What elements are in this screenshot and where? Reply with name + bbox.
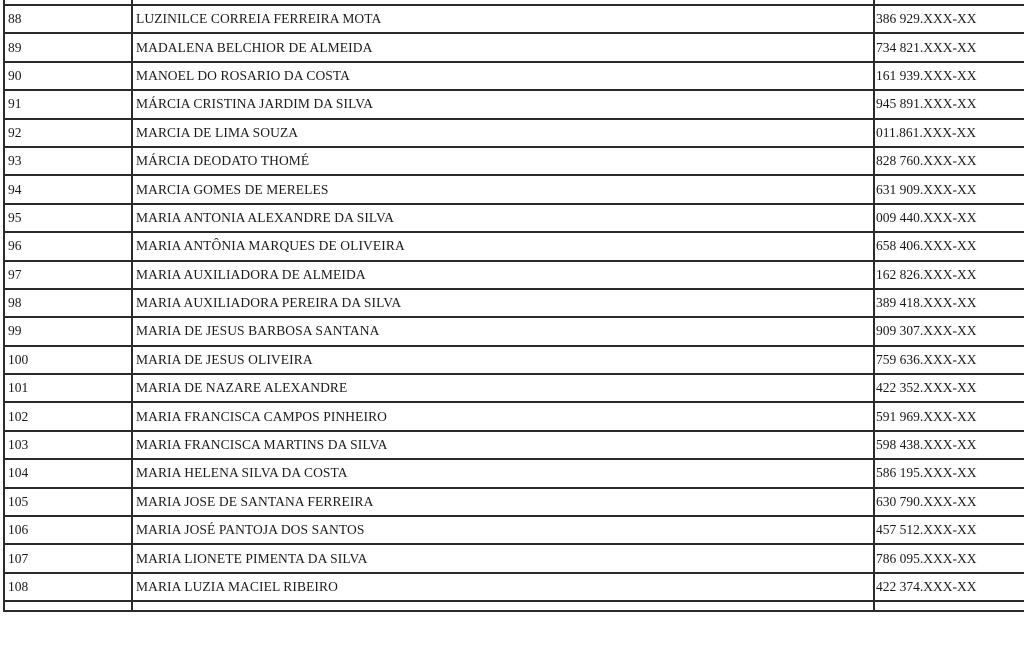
document-number-cell: 631 909.XXX-XX xyxy=(874,175,1024,203)
document-number-cell: 389 418.XXX-XX xyxy=(874,289,1024,317)
table-cell xyxy=(4,601,132,611)
document-number-cell: 161 939.XXX-XX xyxy=(874,62,1024,90)
document-number-cell: 828 760.XXX-XX xyxy=(874,147,1024,175)
person-name-cell: MARIA LIONETE PIMENTA DA SILVA xyxy=(132,544,874,572)
table-row xyxy=(4,261,1024,289)
table-row xyxy=(4,346,1024,374)
row-number-cell: 99 xyxy=(4,317,132,345)
document-number-cell: 945 891.XXX-XX xyxy=(874,90,1024,118)
row-number-cell: 100 xyxy=(4,346,132,374)
document-number-cell: 759 636.XXX-XX xyxy=(874,346,1024,374)
person-name-cell: MARIA FRANCISCA CAMPOS PINHEIRO xyxy=(132,402,874,430)
document-number-cell: 630 790.XXX-XX xyxy=(874,488,1024,516)
person-name-cell: MARCIA GOMES DE MERELES xyxy=(132,175,874,203)
table-row xyxy=(4,62,1024,90)
table-row xyxy=(4,289,1024,317)
document-number-cell: 786 095.XXX-XX xyxy=(874,544,1024,572)
table-row xyxy=(4,90,1024,118)
row-number-cell: 104 xyxy=(4,459,132,487)
person-name-cell: MÁRCIA DEODATO THOMÉ xyxy=(132,147,874,175)
table-row xyxy=(4,232,1024,260)
table-row xyxy=(4,516,1024,544)
document-number-cell: 734 821.XXX-XX xyxy=(874,33,1024,61)
document-number-cell: 386 929.XXX-XX xyxy=(874,5,1024,33)
row-number-cell: 108 xyxy=(4,573,132,601)
document-number-cell: 598 438.XXX-XX xyxy=(874,431,1024,459)
row-number-cell: 91 xyxy=(4,90,132,118)
row-number-cell: 102 xyxy=(4,402,132,430)
row-number-cell: 106 xyxy=(4,516,132,544)
row-number-cell: 93 xyxy=(4,147,132,175)
person-name-cell: MARIA DE JESUS BARBOSA SANTANA xyxy=(132,317,874,345)
person-name-cell: MARIA AUXILIADORA PEREIRA DA SILVA xyxy=(132,289,874,317)
row-number-cell: 98 xyxy=(4,289,132,317)
table-row xyxy=(4,488,1024,516)
row-number-cell: 89 xyxy=(4,33,132,61)
document-number-cell: 909 307.XXX-XX xyxy=(874,317,1024,345)
document-number-cell: 011.861.XXX-XX xyxy=(874,119,1024,147)
table-cell xyxy=(874,601,1024,611)
row-number-cell: 95 xyxy=(4,204,132,232)
table-row xyxy=(4,544,1024,572)
row-number-cell: 92 xyxy=(4,119,132,147)
table-row xyxy=(4,119,1024,147)
roster-table xyxy=(3,0,1024,612)
table-row xyxy=(4,147,1024,175)
person-name-cell: MARIA ANTONIA ALEXANDRE DA SILVA xyxy=(132,204,874,232)
person-name-cell: MARIA JOSÉ PANTOJA DOS SANTOS xyxy=(132,516,874,544)
table-row xyxy=(4,33,1024,61)
document-number-cell: 009 440.XXX-XX xyxy=(874,204,1024,232)
row-number-cell: 94 xyxy=(4,175,132,203)
table-row xyxy=(4,573,1024,601)
row-number-cell: 107 xyxy=(4,544,132,572)
person-name-cell: MANOEL DO ROSARIO DA COSTA xyxy=(132,62,874,90)
table-row xyxy=(4,459,1024,487)
row-number-cell: 103 xyxy=(4,431,132,459)
person-name-cell: MARIA DE NAZARE ALEXANDRE xyxy=(132,374,874,402)
row-number-cell: 90 xyxy=(4,62,132,90)
person-name-cell: MARCIA DE LIMA SOUZA xyxy=(132,119,874,147)
person-name-cell: MÁRCIA CRISTINA JARDIM DA SILVA xyxy=(132,90,874,118)
table-row xyxy=(4,402,1024,430)
person-name-cell: LUZINILCE CORREIA FERREIRA MOTA xyxy=(132,5,874,33)
table-row xyxy=(4,374,1024,402)
person-name-cell: MARIA HELENA SILVA DA COSTA xyxy=(132,459,874,487)
document-number-cell: 457 512.XXX-XX xyxy=(874,516,1024,544)
document-number-cell: 422 374.XXX-XX xyxy=(874,573,1024,601)
person-name-cell: MARIA AUXILIADORA DE ALMEIDA xyxy=(132,261,874,289)
row-number-cell: 96 xyxy=(4,232,132,260)
table-row xyxy=(4,317,1024,345)
row-number-cell: 88 xyxy=(4,5,132,33)
row-number-cell: 97 xyxy=(4,261,132,289)
person-name-cell: MARIA LUZIA MACIEL RIBEIRO xyxy=(132,573,874,601)
roster-table-body xyxy=(4,0,1024,611)
person-name-cell: MARIA DE JESUS OLIVEIRA xyxy=(132,346,874,374)
document-number-cell: 162 826.XXX-XX xyxy=(874,261,1024,289)
person-name-cell: MARIA FRANCISCA MARTINS DA SILVA xyxy=(132,431,874,459)
table-cell xyxy=(132,601,874,611)
document-number-cell: 658 406.XXX-XX xyxy=(874,232,1024,260)
person-name-cell: MADALENA BELCHIOR DE ALMEIDA xyxy=(132,33,874,61)
table-row xyxy=(4,204,1024,232)
document-number-cell: 591 969.XXX-XX xyxy=(874,402,1024,430)
table-row xyxy=(4,175,1024,203)
table-row xyxy=(4,431,1024,459)
row-number-cell: 101 xyxy=(4,374,132,402)
table-row-partial-bottom xyxy=(4,601,1024,611)
document-number-cell: 586 195.XXX-XX xyxy=(874,459,1024,487)
table-row xyxy=(4,5,1024,33)
row-number-cell: 105 xyxy=(4,488,132,516)
document-number-cell: 422 352.XXX-XX xyxy=(874,374,1024,402)
person-name-cell: MARIA ANTÔNIA MARQUES DE OLIVEIRA xyxy=(132,232,874,260)
person-name-cell: MARIA JOSE DE SANTANA FERREIRA xyxy=(132,488,874,516)
